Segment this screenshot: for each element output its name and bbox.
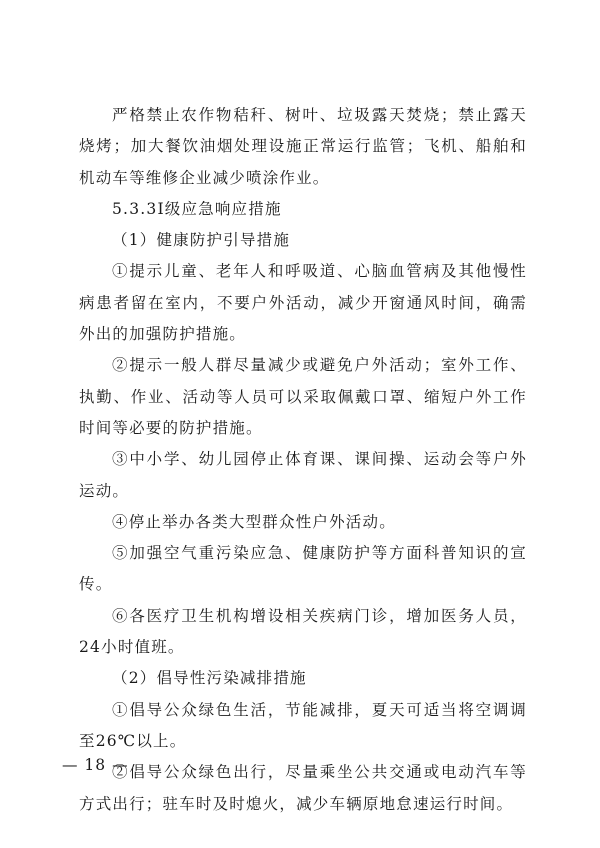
paragraph-item-1-sensitive-groups: ①提示儿童、老年人和呼吸道、心脑血管病及其他慢性病患者留在室内，不要户外活动，减少开窗通风时间，确需外出的加强防护措施。 bbox=[79, 262, 527, 344]
paragraph-item-4-events: ④停止举办各类大型群众性户外活动。 bbox=[112, 512, 396, 531]
subheading-health-protection: （1）健康防护引导措施 bbox=[112, 231, 291, 250]
paragraph-item-5-publicity: ⑤加强空气重污染应急、健康防护等方面科普知识的宣传。 bbox=[79, 544, 527, 594]
paragraph-item-6-medical: ⑥各医疗卫生机构增设相关疾病门诊，增加医务人员，24小时值班。 bbox=[79, 606, 527, 657]
paragraph-item-3-schools: ③中小学、幼儿园停止体育课、课间操、运动会等户外运动。 bbox=[79, 450, 527, 500]
paragraph-open-burning-ban: 严格禁止农作物秸秆、树叶、垃圾露天焚烧；禁止露天烧烤；加大餐饮油烟处理设施正常运行监管；飞机、船舶和机动车等维修企业减少喷涂作业。 bbox=[79, 106, 527, 187]
page-number: — 18 — bbox=[62, 756, 129, 774]
paragraph-item-2-general-public: ②提示一般人群尽量减少或避免户外活动；室外工作、执勤、作业、活动等人员可以采取佩戴口罩、缩短户外工作时间等必要的防护措施。 bbox=[79, 356, 527, 437]
paragraph-green-travel: ②倡导公众绿色出行，尽量乘坐公共交通或电动汽车等方式出行；驻车时及时熄火，减少车辆原地怠速运行时间。 bbox=[79, 763, 527, 813]
section-heading-5-3-3: 5.3.3Ⅰ级应急响应措施 bbox=[112, 199, 282, 218]
paragraph-green-living: ①倡导公众绿色生活，节能减排，夏天可适当将空调调至26℃以上。 bbox=[79, 700, 527, 750]
subheading-emission-reduction: （2）倡导性污染减排措施 bbox=[112, 669, 307, 688]
body-text bbox=[79, 100, 527, 820]
